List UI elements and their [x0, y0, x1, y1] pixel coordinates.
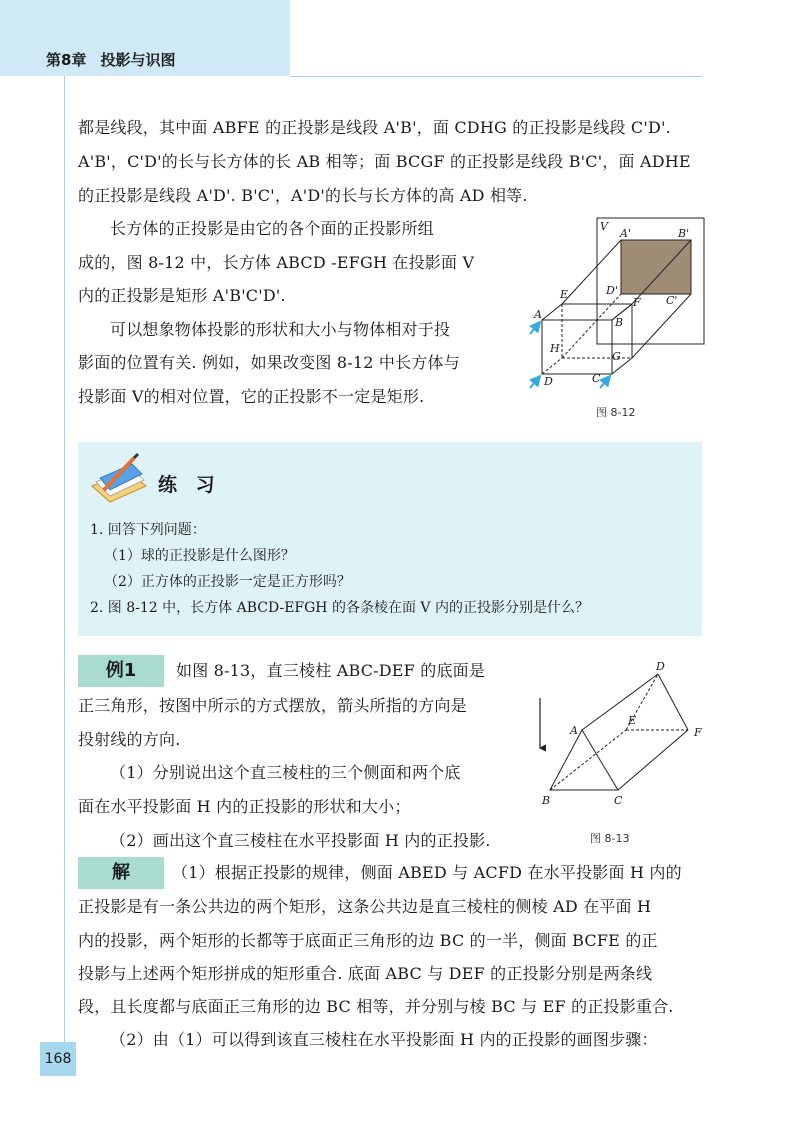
paragraph-line: 内的正投影是矩形 A'B'C'D'. [78, 286, 286, 305]
paragraph-line: 都是线段，其中面 ABFE 的正投影是线段 A'B'，面 CDHG 的正投影是线段 C'D'. [78, 118, 671, 137]
label-d: D [656, 660, 665, 673]
projection-arrow [530, 322, 540, 334]
label-a: A [534, 308, 542, 321]
margin-rule [64, 76, 65, 1066]
label-e: E [560, 288, 569, 301]
projected-rectangle [621, 240, 691, 294]
page-number: 168 [40, 1042, 76, 1076]
paragraph-line: 成的，图 8-12 中，长方体 ABCD -EFGH 在投影面 V [78, 253, 475, 272]
label-v: V [600, 220, 608, 233]
solution-line: （2）由（1）可以得到该直三棱柱在水平投影面 H 内的正投影的画图步骤： [110, 1030, 658, 1049]
solution-line: （1）根据正投影的规律，侧面 ABED 与 ACFD 在水平投影面 H 内的 [172, 863, 682, 882]
label-f: F [633, 296, 641, 309]
paragraph-line: 可以想象物体投影的形状和大小与物体相对于投 [110, 320, 451, 339]
example-line: （2）画出这个直三棱柱在水平投影面 H 内的正投影. [110, 831, 491, 850]
pencil-book-icon [88, 452, 152, 504]
label-c: C [592, 372, 601, 385]
figure-8-12 [520, 210, 710, 410]
exercise-item: （2）正方体的正投影一定是正方形吗？ [104, 574, 351, 590]
header-rule [290, 76, 702, 77]
solution-line: 正投影是有一条公共边的两个矩形，这条公共边是直三棱柱的侧棱 AD 在平面 H [78, 897, 652, 916]
figure-caption: 图 8-12 [596, 406, 636, 419]
exercise-item: （1）球的正投影是什么图形？ [104, 548, 295, 564]
example-line: 投射线的方向. [78, 730, 181, 749]
solution-line: 投影与上述两个矩形拼成的矩形重合. 底面 ABC 与 DEF 的正投影分别是两条线 [78, 964, 653, 983]
label-h: H [550, 342, 560, 355]
projection-arrow [530, 376, 540, 388]
paragraph-line: 投影面 V的相对位置，它的正投影不一定是矩形. [78, 387, 425, 406]
chapter-number: 第8章 [46, 51, 87, 69]
exercise-item: 1. 回答下列问题： [90, 522, 206, 538]
chapter-heading [46, 49, 175, 70]
example-tag: 例1 [78, 655, 164, 687]
chapter-title: 投影与识图 [100, 51, 176, 69]
solution-line: 段，且长度都与底面正三角形的边 BC 相等，并分别与棱 BC 与 EF 的正投影重合. [78, 997, 674, 1016]
label-f: F [694, 726, 702, 739]
label-d: D [544, 375, 553, 388]
example-line: 正三角形，按图中所示的方式摆放，箭头所指的方向是 [78, 696, 467, 715]
paragraph-line: 的正投影是线段 A'D'. B'C'，A'D'的长与长方体的高 AD 相等. [78, 186, 528, 205]
label-c-prime: C' [666, 294, 678, 307]
label-b-prime: B' [678, 227, 690, 240]
example-line: （1）分别说出这个直三棱柱的三个侧面和两个底 [110, 763, 461, 782]
solution-line: 内的投影，两个矩形的长都等于底面正三角形的边 BC 的一半，侧面 BCFE 的正 [78, 931, 658, 950]
example-line: 面在水平投影面 H 内的正投影的形状和大小； [78, 797, 411, 816]
figure-caption: 图 8-13 [590, 832, 630, 845]
projection-arrow [600, 376, 610, 388]
label-b: B [542, 794, 551, 807]
solution-tag: 解 [78, 857, 164, 889]
label-c: C [614, 794, 623, 807]
example-line: 如图 8-13，直三棱柱 ABC-DEF 的底面是 [176, 661, 486, 680]
label-e: E [628, 714, 637, 727]
label-g: G [612, 350, 621, 363]
label-d-prime: D' [606, 284, 618, 297]
label-b: B [615, 316, 624, 329]
exercise-title: 练 习 [158, 474, 221, 496]
paragraph-line: 长方体的正投影是由它的各个面的正投影所组 [110, 219, 435, 238]
figure-8-13 [530, 658, 710, 808]
paragraph-line: 影面的位置有关. 例如，如果改变图 8-12 中长方体与 [78, 353, 460, 372]
exercise-item: 2. 图 8-12 中，长方体 ABCD-EFGH 的各条棱在面 V 内的正投影分别是什么？ [90, 600, 589, 616]
label-a-prime: A' [620, 227, 631, 240]
paragraph-line: A'B'，C'D'的长与长方体的长 AB 相等；面 BCGF 的正投影是线段 B'C'，面 ADHE [78, 152, 691, 171]
label-a: A [570, 724, 578, 737]
